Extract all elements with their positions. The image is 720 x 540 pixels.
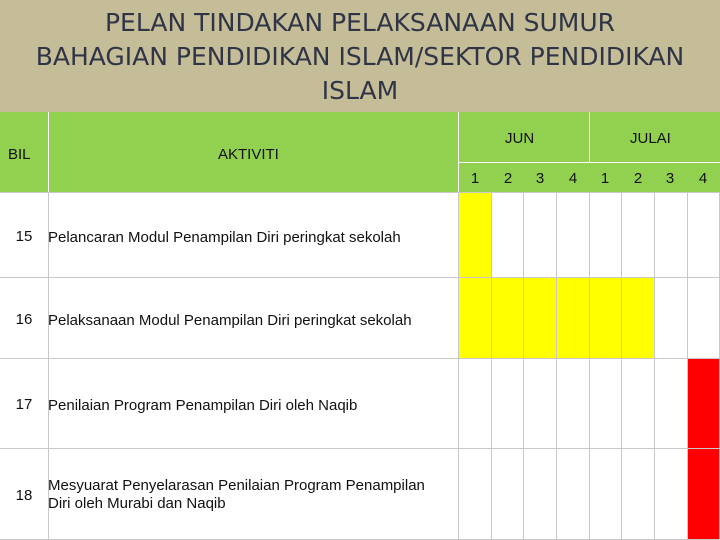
row-number: 15: [15, 228, 33, 245]
row-number: 17: [15, 396, 33, 413]
row-activity: Mesyuarat Penyelarasan Penilaian Program Penampilan Diri oleh Murabi dan Naqib: [48, 477, 425, 512]
grid-line: [458, 192, 459, 540]
grid-line: [589, 192, 590, 540]
week-label: 1: [470, 170, 480, 187]
header-bil-label: BIL: [8, 146, 31, 163]
page-title: [0, 6, 720, 108]
header-aktiviti-label: AKTIVITI: [218, 146, 279, 163]
schedule-cell-row15-jun-w1: [459, 193, 491, 277]
week-label: 4: [698, 170, 708, 187]
title-line-3: ISLAM: [321, 76, 399, 105]
grid-line: [0, 448, 720, 449]
header-month-jun: JUN: [505, 130, 535, 147]
row-number: 16: [15, 311, 33, 328]
grid-line: [0, 192, 720, 193]
title-line-2: BAHAGIAN PENDIDIKAN ISLAM/SEKTOR PENDIDIKAN: [35, 42, 685, 71]
week-label: 2: [503, 170, 513, 187]
grid-line: [523, 192, 524, 540]
grid-line: [621, 192, 622, 540]
grid-line: [687, 192, 688, 540]
week-label: 2: [633, 170, 643, 187]
grid-line: [491, 192, 492, 540]
row-activity: Penilaian Program Penampilan Diri oleh Naqib: [48, 397, 358, 414]
title-line-1: PELAN TINDAKAN PELAKSANAAN SUMUR: [104, 8, 616, 37]
grid-line: [0, 277, 720, 278]
header-divider: [459, 162, 720, 163]
grid-line: [556, 192, 557, 540]
header-month-julai: JULAI: [630, 130, 671, 147]
week-label: 1: [600, 170, 610, 187]
row-activity: Pelaksanaan Modul Penampilan Diri peringkat sekolah: [48, 312, 412, 329]
week-label: 3: [535, 170, 545, 187]
row-activity: Pelancaran Modul Penampilan Diri peringkat sekolah: [48, 229, 401, 246]
row-number: 18: [15, 487, 33, 504]
header-divider: [48, 112, 49, 192]
grid-line: [654, 192, 655, 540]
grid-line: [0, 358, 720, 359]
week-label: 3: [665, 170, 675, 187]
week-label: 4: [568, 170, 578, 187]
schedule-cell-row17-julai-w4: [688, 359, 720, 540]
header-divider: [589, 112, 590, 162]
